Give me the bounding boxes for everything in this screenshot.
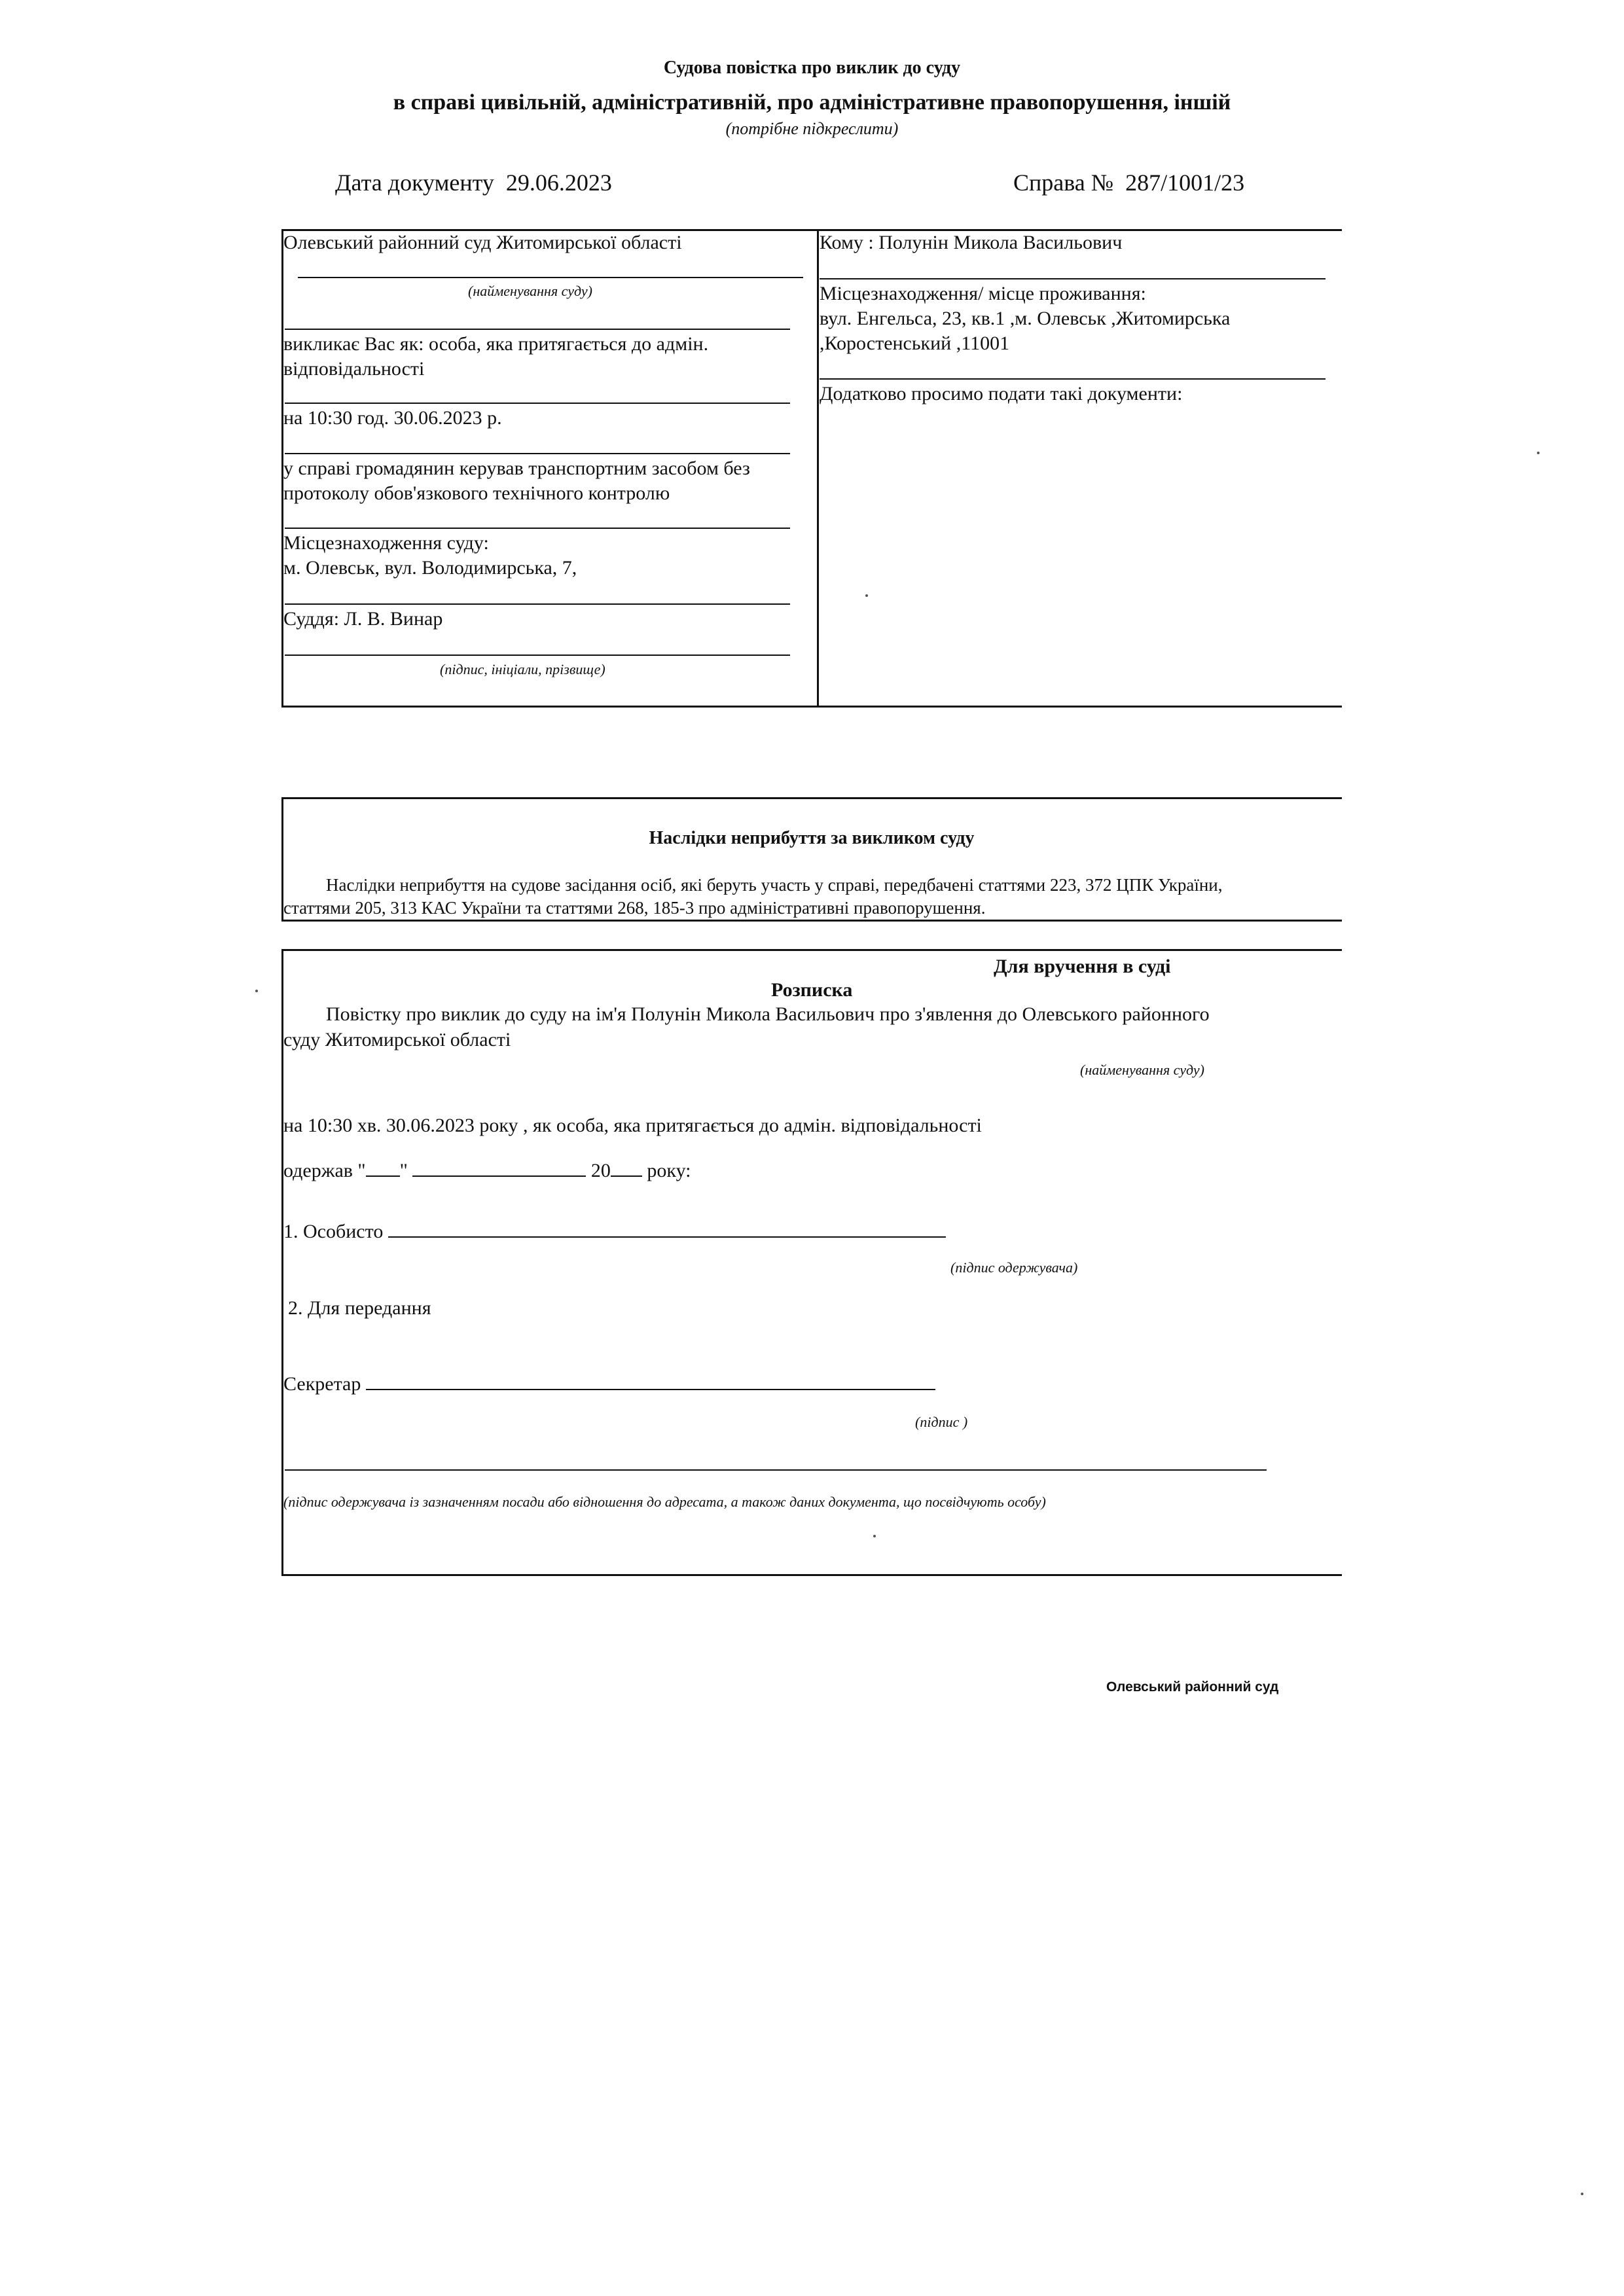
scan-speck — [865, 594, 868, 597]
case-subject-line2: протоколу обов'язкового технічного контролю — [283, 482, 670, 504]
recipient-signature-caption: (підпис одержувача) — [950, 1259, 1078, 1276]
summons-role-line1: викликає Вас як: особа, яка притягається до адмін. — [283, 333, 709, 355]
secretary-label: Секретар — [283, 1373, 361, 1395]
received-year-prefix: 20 — [590, 1160, 611, 1181]
residence-line2: ,Коростенський ,11001 — [820, 332, 1010, 354]
consequences-top-border — [281, 797, 1342, 799]
personally-line — [283, 1219, 946, 1243]
table-top-border — [281, 229, 1342, 231]
separator-line — [285, 655, 790, 656]
judge-name: Суддя: Л. В. Винар — [283, 608, 443, 630]
table-bottom-border — [281, 706, 1342, 708]
case-number-value: 287/1001/23 — [1125, 170, 1245, 196]
receipt-court-caption: (найменування суду) — [1080, 1062, 1204, 1078]
case-number — [1013, 169, 1244, 196]
court-name-underline — [298, 277, 803, 278]
separator-line — [285, 329, 790, 330]
recipient-signature-field[interactable] — [388, 1219, 946, 1238]
recipient-note: (підпис одержувача із зазначенням посади або відношення до адресата, а також даних документа, що посвідчують особу) — [283, 1494, 1046, 1510]
separator-line — [820, 278, 1326, 279]
secretary-line — [283, 1372, 935, 1395]
court-name-caption: (найменування суду) — [468, 283, 592, 299]
received-quote: " — [399, 1160, 408, 1181]
for-court-label: Для вручення в суді — [994, 956, 1171, 977]
separator-line — [285, 403, 790, 404]
document-title-line1: Судова повістка про виклик до суду — [663, 58, 961, 78]
received-year-field[interactable] — [611, 1158, 642, 1177]
case-number-label: Справа № — [1013, 170, 1114, 196]
receipt-time-line: на 10:30 хв. 30.06.2023 року , як особа, яка притягається до адмін. відповідальності — [283, 1115, 982, 1136]
separator-line — [285, 453, 790, 454]
secretary-signature-caption: (підпис ) — [915, 1414, 968, 1430]
document-title-note: (потрібне підкреслити) — [725, 119, 899, 138]
receipt-text-line2: суду Житомирської області — [283, 1029, 511, 1050]
separator-line — [820, 378, 1326, 380]
recipient-note-line — [285, 1469, 1267, 1471]
scan-speck — [1581, 2193, 1583, 2195]
additional-documents: Додатково просимо подати такі документи: — [820, 383, 1183, 404]
court-name: Олевський районний суд Житомирської області — [283, 232, 682, 253]
residence-label: Місцезнаходження/ місце проживання: — [820, 283, 1146, 304]
judge-signature-caption: (підпис, ініціали, прізвище) — [440, 661, 605, 677]
consequences-title: Наслідки неприбуття за викликом суду — [649, 828, 975, 848]
case-subject-line1: у справі громадянин керував транспортним засобом без — [283, 457, 750, 479]
summons-role-line2: відповідальності — [283, 358, 425, 380]
footer-court: Олевський районний суд — [1106, 1679, 1279, 1695]
consequences-text-line2: статтями 205, 313 КАС України та статтями 268, 185-3 про адміністративні правопорушення. — [283, 898, 986, 918]
received-month-field[interactable] — [412, 1158, 586, 1177]
document-date — [335, 169, 612, 196]
personally-label: 1. Особисто — [283, 1221, 384, 1242]
separator-line — [285, 603, 790, 605]
consequences-text-line1: Наслідки неприбуття на судове засідання осіб, які беруть участь у справі, передбачені статтями 223, 372 ЦПК України, — [326, 875, 1223, 895]
received-suffix: року: — [647, 1160, 691, 1181]
hearing-time: на 10:30 год. 30.06.2023 р. — [283, 407, 502, 429]
received-date-line — [283, 1158, 691, 1182]
receipt-title: Розписка — [771, 979, 853, 1001]
separator-line — [285, 528, 790, 529]
recipient-name: Кому : Полунін Микола Васильович — [820, 232, 1123, 253]
received-day-field[interactable] — [366, 1158, 400, 1177]
receipt-top-border — [281, 949, 1342, 951]
residence-line1: вул. Енгельса, 23, кв.1 ,м. Олевськ ,Житомирська — [820, 308, 1231, 329]
scan-speck — [873, 1535, 876, 1537]
court-location-value: м. Олевськ, вул. Володимирська, 7, — [283, 557, 577, 579]
receipt-bottom-border — [281, 1574, 1342, 1576]
consequences-bottom-border — [281, 920, 1342, 922]
secretary-signature-field[interactable] — [366, 1372, 935, 1390]
document-date-label: Дата документу — [335, 170, 494, 196]
court-location-label: Місцезнаходження суду: — [283, 532, 489, 554]
scan-speck — [1537, 452, 1540, 454]
received-label: одержав " — [283, 1160, 366, 1181]
document-title-line2: в справі цивільній, адміністративній, про адміністративне правопорушення, іншій — [393, 90, 1231, 115]
for-transfer-label: 2. Для передання — [288, 1297, 431, 1319]
receipt-text-line1: Повістку про виклик до суду на ім'я Полунін Микола Васильович про з'явлення до Олевського районного — [326, 1003, 1210, 1025]
scan-speck — [255, 990, 258, 992]
document-date-value: 29.06.2023 — [505, 170, 612, 196]
table-middle-divider — [817, 229, 819, 708]
